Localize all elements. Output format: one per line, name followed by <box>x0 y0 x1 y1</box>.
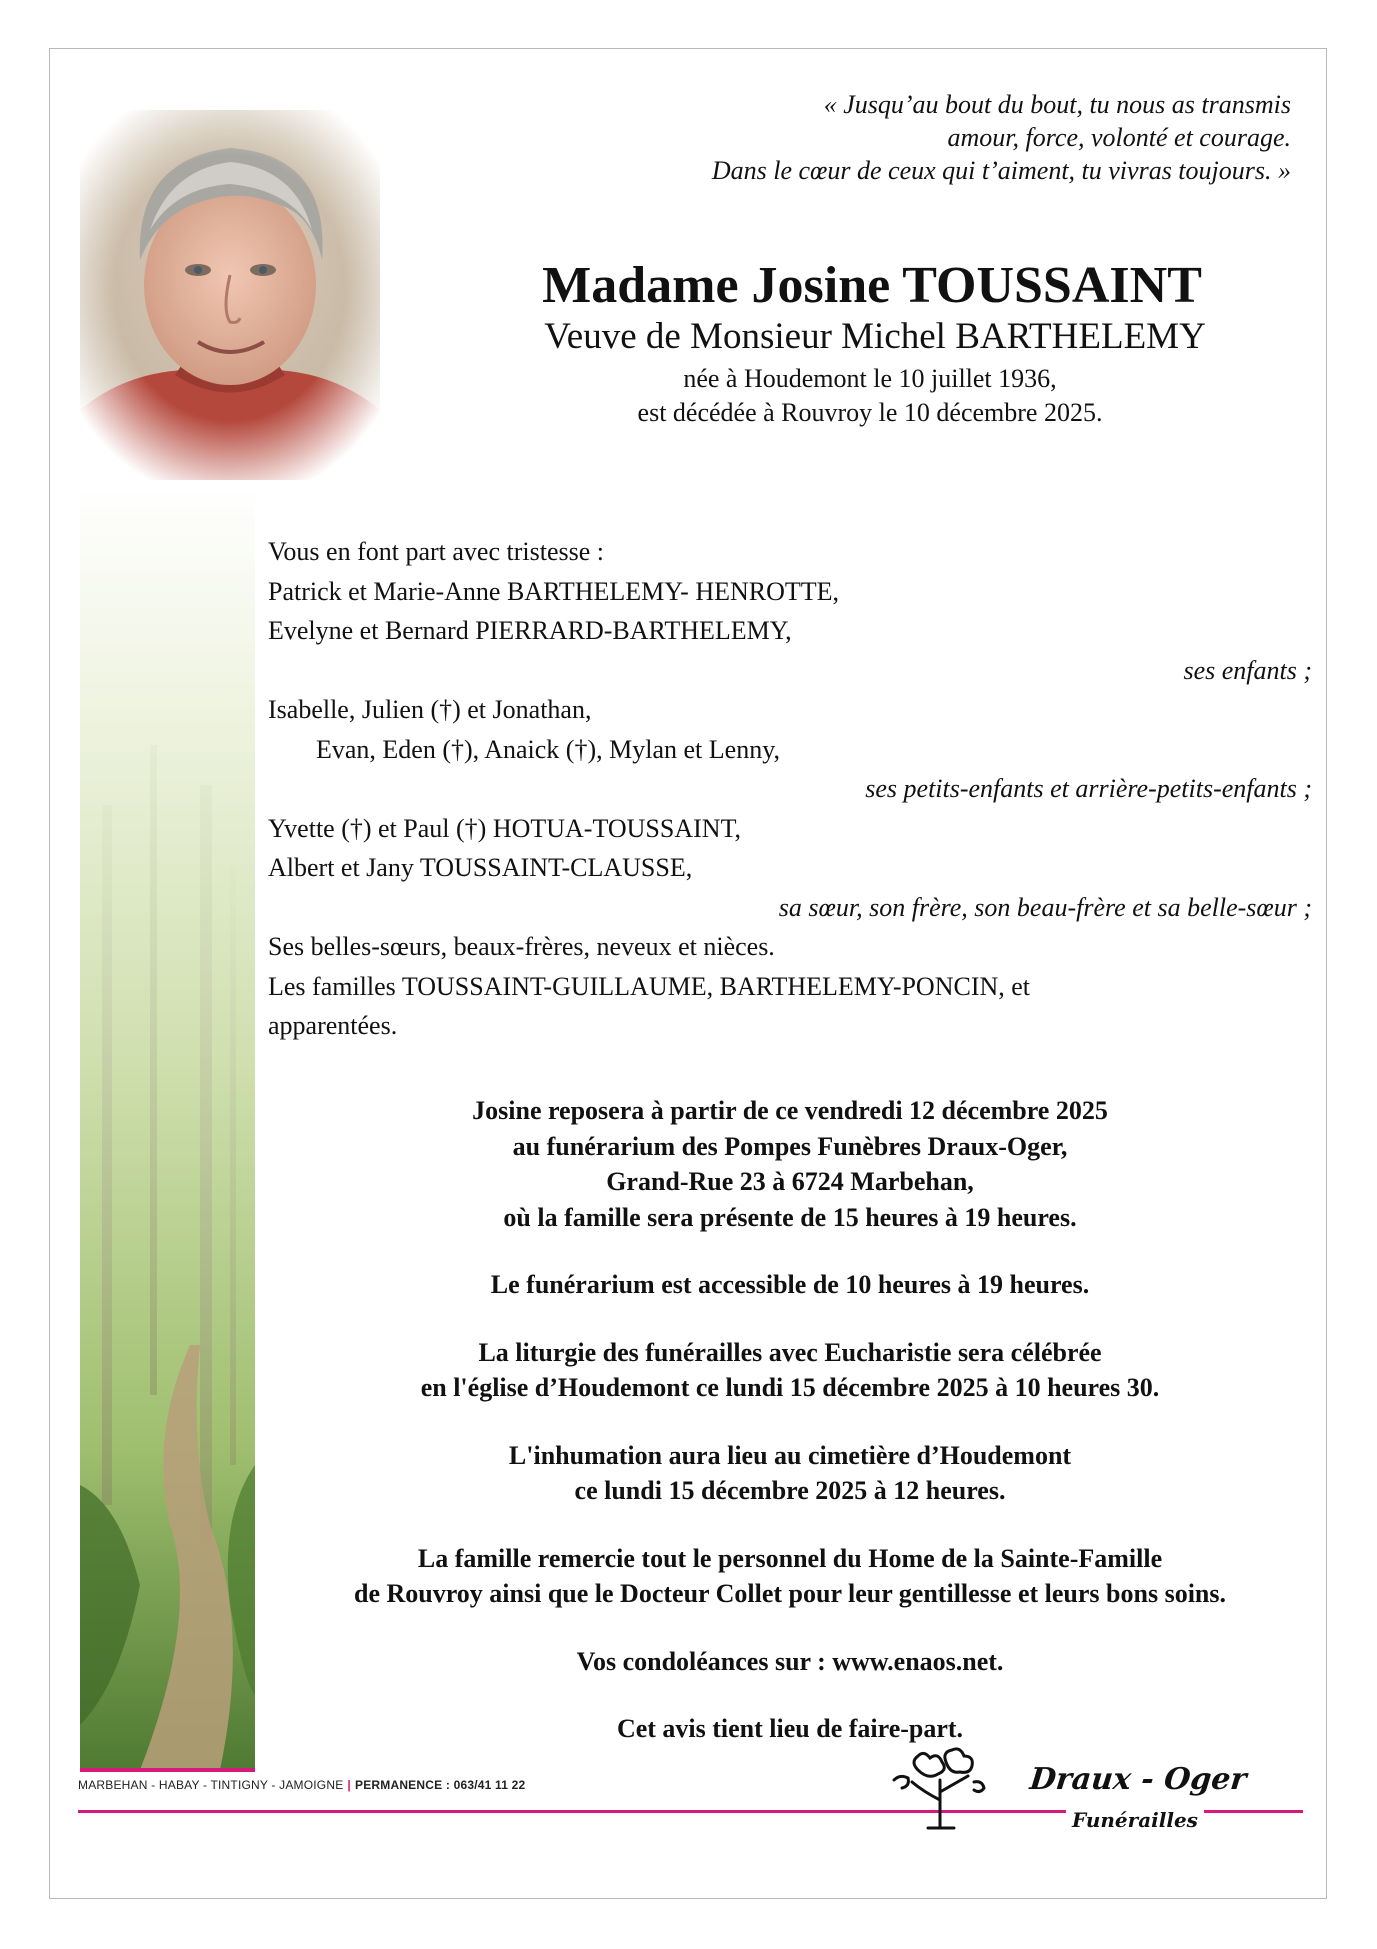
notice-info <box>268 1711 1312 1747</box>
grandchildren-entry: Isabelle, Julien (†) et Jonathan, <box>268 695 592 724</box>
notice-line: Cet avis tient lieu de faire-part. <box>616 1714 964 1743</box>
rest-line: Grand-Rue 23 à 6724 Marbehan, <box>606 1167 974 1196</box>
thanks-line: La famille remercie tout le personnel du Home de la Sainte-Famille <box>417 1543 1163 1573</box>
brand-name: Draux - Oger <box>1028 1762 1249 1797</box>
forest-path-image <box>80 485 255 1770</box>
relation-label: ses petits-enfants et arrière-petits-enfants ; <box>865 774 1312 803</box>
burial-info <box>268 1438 1312 1509</box>
footer-locations: MARBEHAN - HABAY - TINTIGNY - JAMOIGNE <box>78 1778 344 1792</box>
great-grandchildren-entry: Evan, Eden (†), Anaick (†), Mylan et Lenny, <box>316 734 781 764</box>
relation-label: sa sœur, son frère, son beau-frère et sa belle-sœur ; <box>778 892 1312 922</box>
condolences-line: Vos condoléances sur : www.enaos.net. <box>576 1646 1004 1676</box>
thanks-line: de Rouvroy ainsi que le Docteur Collet pour leur gentillesse et leurs bons soins. <box>354 1579 1226 1608</box>
family-intro: Vous en font part avec tristesse : <box>268 537 604 566</box>
access-line: Le funérarium est accessible de 10 heures à 19 heures. <box>490 1270 1090 1299</box>
footer-separator: | <box>347 1778 351 1792</box>
forest-accent-line <box>80 1768 255 1772</box>
birth-death-dates <box>560 362 1180 430</box>
condolences-info <box>268 1644 1312 1680</box>
birth-line: née à Houdemont le 10 juillet 1936, <box>683 364 1057 393</box>
relation-label: ses enfants ; <box>1183 655 1312 685</box>
sibling-entry: Albert et Jany TOUSSAINT-CLAUSSE, <box>268 853 693 882</box>
rest-line: où la famille sera présente de 15 heures à 19 heures. <box>503 1202 1077 1232</box>
liturgy-line: La liturgie des funérailles avec Eucharistie sera célébrée <box>478 1337 1102 1367</box>
burial-line: ce lundi 15 décembre 2025 à 12 heures. <box>574 1476 1006 1505</box>
brand-subtitle: Funérailles <box>1066 1808 1204 1832</box>
footer-permanence: PERMANENCE : 063/41 11 22 <box>354 1778 526 1792</box>
access-info <box>268 1267 1312 1303</box>
deceased-name: Madame Josine TOUSSAINT <box>542 257 1202 314</box>
thanks-info <box>268 1541 1312 1612</box>
liturgy-line: en l'église d’Houdemont ce lundi 15 décembre 2025 à 10 heures 30. <box>420 1373 1160 1402</box>
quote-line: amour, force, volonté et courage. <box>947 123 1291 152</box>
burial-line: L'inhumation aura lieu au cimetière d’Houdemont <box>508 1440 1072 1470</box>
widow-line: Veuve de Monsieur Michel BARTHELEMY <box>544 316 1206 357</box>
liturgy-info <box>268 1335 1312 1406</box>
sibling-entry: Yvette (†) et Paul (†) HOTUA-TOUSSAINT, <box>268 813 742 843</box>
epitaph-quote <box>712 88 1291 187</box>
rest-line: au funérarium des Pompes Funèbres Draux-Oger, <box>512 1131 1068 1161</box>
quote-line: « Jusqu’au bout du bout, tu nous as transmis <box>823 90 1291 119</box>
death-line: est décédée à Rouvroy le 10 décembre 2025. <box>637 398 1103 427</box>
portrait-photo <box>80 110 380 480</box>
rest-info <box>268 1093 1312 1235</box>
quote-line: Dans le cœur de ceux qui t’aiment, tu vivras toujours. » <box>711 156 1291 185</box>
child-entry: Evelyne et Bernard PIERRARD-BARTHELEMY, <box>268 616 792 645</box>
rest-line: Josine reposera à partir de ce vendredi 12 décembre 2025 <box>472 1096 1108 1125</box>
family-list <box>268 532 1312 1046</box>
footer-contact <box>78 1778 525 1792</box>
child-entry: Patrick et Marie-Anne BARTHELEMY- HENROTTE, <box>268 576 840 606</box>
families-entry: apparentées. <box>268 1011 398 1040</box>
tree-logo-icon <box>888 1740 998 1830</box>
funeral-announcements <box>268 1093 1312 1779</box>
families-entry: Les familles TOUSSAINT-GUILLAUME, BARTHELEMY-PONCIN, et <box>268 971 1031 1001</box>
in-laws-entry: Ses belles-sœurs, beaux-frères, neveux et nièces. <box>268 932 775 961</box>
